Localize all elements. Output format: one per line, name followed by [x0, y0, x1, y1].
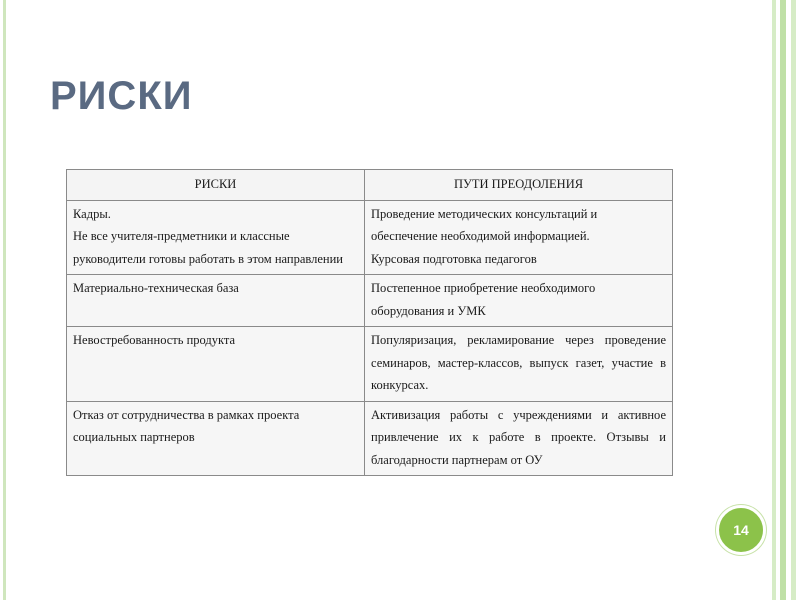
solution-text: Популяризация, рекламирование через проведение семинаров, мастер-классов, выпуск газет, участие в конкурсах. — [371, 333, 666, 392]
solution-cell — [365, 401, 673, 476]
risks-table — [66, 169, 673, 476]
risk-text: Материально-техническая база — [73, 281, 239, 295]
right-decorative-rail — [780, 0, 786, 600]
solution-text: Постепенное приобретение необходимого оборудования и УМК — [371, 281, 596, 318]
slide-title: РИСКИ — [50, 74, 193, 118]
page-number: 14 — [733, 522, 749, 538]
solution-text: Проведение методических консультаций и обеспечение необходимой информацией. — [371, 206, 598, 243]
risk-text: Невостребованность продукта — [73, 333, 236, 347]
table-header-row — [67, 170, 673, 201]
table-row — [67, 327, 673, 402]
header-risks: РИСКИ — [67, 170, 365, 201]
risk-text: Кадры. — [73, 206, 111, 221]
page-number-badge — [716, 505, 766, 555]
table-row — [67, 200, 673, 275]
table-row — [67, 401, 673, 476]
risk-cell — [67, 275, 365, 327]
solution-cell — [365, 327, 673, 402]
risk-cell — [67, 200, 365, 275]
solution-cell — [365, 275, 673, 327]
header-solutions: ПУТИ ПРЕОДОЛЕНИЯ — [365, 170, 673, 201]
risk-cell — [67, 327, 365, 402]
risk-text: Отказ от сотрудничества в рамках проекта социальных партнеров — [73, 407, 300, 444]
right-decorative-rail — [791, 0, 796, 600]
right-decorative-rail — [772, 0, 776, 600]
risk-cell — [67, 401, 365, 476]
solution-text: Активизация работы с учреждениями и активное привлечение их к работе в проекте. Отзывы и благодарности партнерам от ОУ — [371, 407, 666, 467]
risk-text: Не все учителя-предметники и классные руководители готовы работать в этом направлении — [73, 229, 343, 266]
left-decorative-rail — [3, 0, 6, 600]
solution-text: Курсовая подготовка педагогов — [371, 251, 537, 266]
table-row — [67, 275, 673, 327]
solution-cell — [365, 200, 673, 275]
